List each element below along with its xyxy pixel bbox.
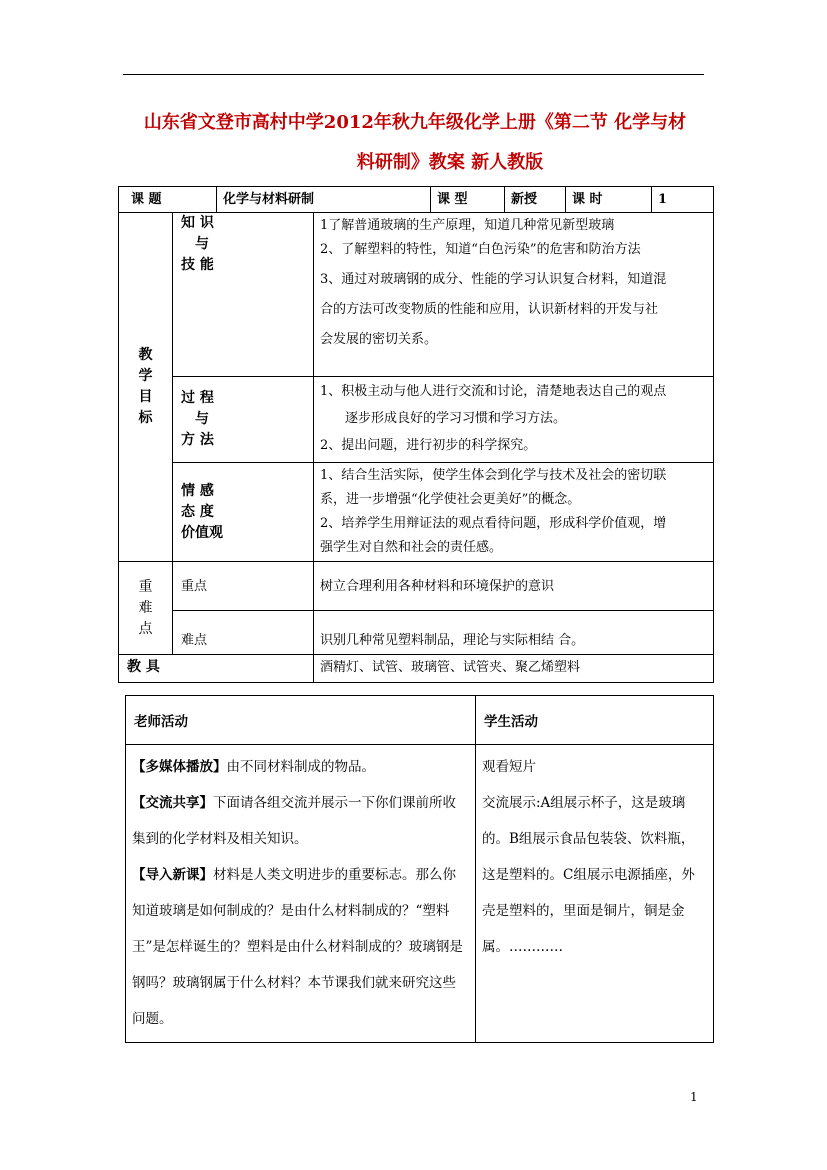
- process-label: 过 程 与 方 法: [173, 377, 314, 463]
- header-rule: [123, 74, 704, 75]
- label-type: 课 型: [431, 187, 505, 213]
- difficulty-label: 重 难 点: [119, 562, 173, 655]
- teacher-item: 【多媒体播放】由不同材料制成的物品。: [132, 759, 375, 775]
- student-item: 观看短片: [482, 759, 536, 775]
- process-content: 1、积极主动与他人进行交流和讨论，清楚地表达自己的观点 逐步形成良好的学习习惯和学习方法。 2、提出问题，进行初步的科学探究。: [314, 377, 714, 463]
- tools-label: 教 具: [119, 655, 314, 683]
- emotion-label: 情 感 态 度 价值观: [173, 463, 314, 562]
- tools-value: 酒精灯、试管、玻璃管、试管夹、聚乙烯塑料: [314, 655, 714, 683]
- student-activity-header: 学生活动: [476, 696, 714, 745]
- student-activity-content: [476, 745, 714, 1043]
- label-topic: 课 题: [119, 187, 217, 213]
- teacher-activity-content: [126, 745, 476, 1043]
- topic-value: 化学与材料研制: [217, 187, 431, 213]
- lesson-info-table: [118, 186, 714, 683]
- activity-table: [125, 695, 714, 1043]
- teacher-item: 【导入新课】材料是人类文明进步的重要标志。那么你知道玻璃是如何制成的？是由什么材料制成的？“塑料王”是怎样诞生的？塑料是由什么材料制成的？玻璃钢是钢吗？玻璃钢属于什么材料？本节课我们就来研究这些问题。: [132, 867, 463, 1027]
- hard-point-value: 识别几种常见塑料制品，理论与实际相结 合。: [314, 611, 714, 655]
- hard-point-label: 难点: [173, 611, 314, 655]
- hours-value: 1: [652, 187, 714, 213]
- emotion-content: 1、结合生活实际，使学生体会到化学与技术及社会的密切联 系，进一步增强“化学使社会更美好”的概念。 2、培养学生用辩证法的观点看待问题，形成科学价值观，增 强学生对自然和社会的责任感。: [314, 463, 714, 562]
- key-point-label: 重点: [173, 562, 314, 611]
- teacher-item: 【交流共享】下面请各组交流并展示一下你们课前所收集到的化学材料及相关知识。: [132, 795, 456, 847]
- document-title-line2: 料研制》教案 新人教版: [356, 152, 544, 173]
- goals-label: 教 学 目 标: [119, 213, 173, 562]
- document-title-line1: 山东省文登市高村中学2012年秋九年级化学上册《第二节 化学与材: [143, 112, 687, 133]
- teacher-activity-header: 老师活动: [126, 696, 476, 745]
- type-value: 新授: [505, 187, 566, 213]
- student-item: 交流展示:A组展示杯子，这是玻璃的。B组展示食品包装袋、饮料瓶，这是塑料的。C组展示电源插座，外壳是塑料的，里面是铜片，铜是金属。…………: [482, 795, 695, 955]
- knowledge-label: 知 识 与 技 能: [173, 213, 314, 377]
- knowledge-content: 1了解普通玻璃的生产原理，知道几种常见新型玻璃 2、了解塑料的特性，知道“白色污染”的危害和防治方法 3、通过对玻璃钢的成分、性能的学习认识复合材料，知道混 合的方法可改变物质的性能和应用，认识新材料的开发与社 会发展的密切关系。: [314, 213, 714, 377]
- page-number: 1: [690, 1090, 698, 1104]
- key-point-value: 树立合理利用各种材料和环境保护的意识: [314, 562, 714, 611]
- label-hours: 课 时: [566, 187, 652, 213]
